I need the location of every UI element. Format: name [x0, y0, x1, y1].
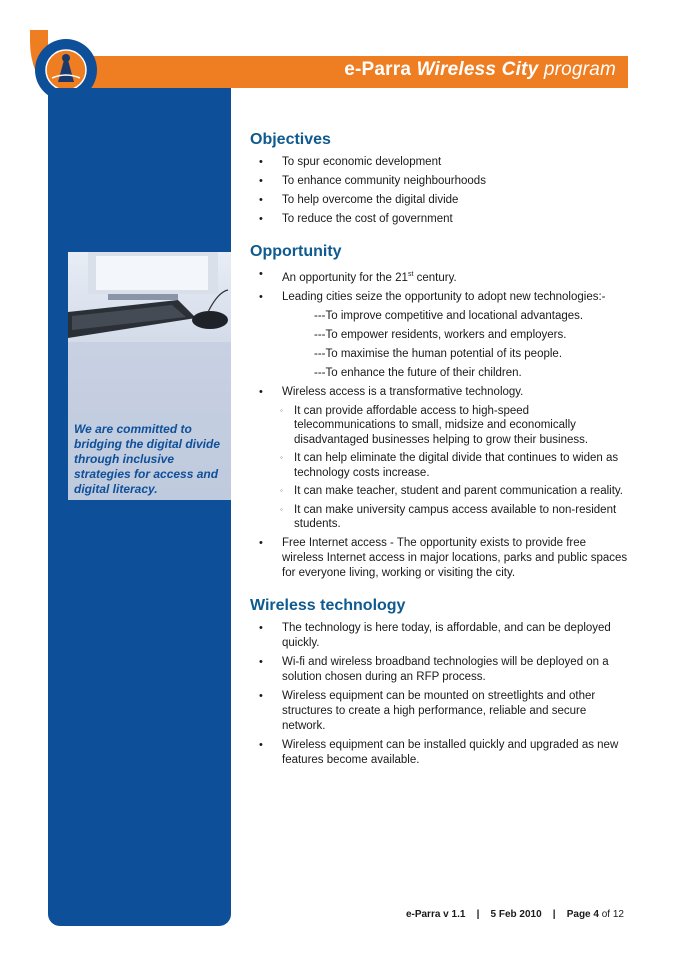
list-item: • To spur economic development [259, 156, 442, 168]
list-item: • Wireless equipment can be mounted on streetlights and other structures to create a high performance, reliable and secure network. [259, 689, 596, 732]
list-item: • To enhance community neighbourhoods [259, 175, 486, 187]
list-item: • To help overcome the digital divide [259, 194, 459, 206]
main-content [250, 131, 630, 772]
sub-list-item: ◦ It can make university campus access available to non-resident students. [280, 503, 617, 531]
list-item: • To reduce the cost of government [259, 213, 453, 225]
wireless-list [250, 621, 630, 768]
sub-list-item: ◦ It can provide affordable access to high-speed telecommunications to small, midsize and economically disadvantaged businesses helping to grow their business. [280, 404, 589, 446]
list-item: • Wireless equipment can be installed quickly and upgraded as new features become available. [259, 738, 619, 766]
dash-item: ---To enhance the future of their children. [314, 366, 522, 379]
list-item: • Wireless access is a transformative technology. [259, 385, 524, 398]
opportunity-list-3 [250, 536, 630, 581]
footer-separator: | [476, 909, 480, 920]
wireless-heading: Wireless technology [250, 596, 406, 614]
list-item: • Leading cities seize the opportunity to adopt new technologies:- [259, 290, 606, 303]
list-item: • An opportunity for the 21st century. [259, 268, 457, 284]
opportunity-heading: Opportunity [250, 243, 342, 260]
sidebar-column [48, 88, 231, 926]
footer-page: Page 4 [566, 909, 599, 920]
sub-list-item: ◦ It can help eliminate the digital divide that continues to widen as technology costs increase. [280, 452, 619, 479]
footer-total: of 12 [598, 909, 624, 920]
footer-date: 5 Feb 2010 [490, 909, 542, 920]
dash-item: ---To improve competitive and locational advantages. [314, 309, 584, 322]
sidebar-quote: We are committed to bridging the digital divide through inclusive strategies for access and digital literacy. [74, 422, 220, 496]
footer-separator: | [552, 909, 556, 920]
sub-list [250, 404, 630, 532]
opportunity-list [250, 267, 630, 305]
header-title: e-Parra Wireless City program [344, 59, 616, 80]
footer-doc: e-Parra v 1.1 [405, 909, 466, 920]
objectives-heading: Objectives [250, 131, 331, 148]
list-item: • The technology is here today, is affordable, and can be deployed quickly. [259, 621, 611, 649]
sub-list-item: ◦ It can make teacher, student and parent communication a reality. [280, 485, 623, 498]
list-item: • Wi-fi and wireless broadband technologies will be deployed on a solution chosen during an RFP process. [259, 655, 609, 683]
opportunity-list-2 [250, 385, 630, 400]
page-footer [406, 909, 624, 920]
dash-item: ---To empower residents, workers and employers. [314, 328, 567, 341]
list-item: • Free Internet access - The opportunity exists to provide free wireless Internet access in major locations, parks and public spaces for everyone living, working or visiting the city. [259, 536, 628, 579]
dash-item: ---To maximise the human potential of its people. [314, 347, 563, 360]
objectives-list [250, 155, 630, 227]
